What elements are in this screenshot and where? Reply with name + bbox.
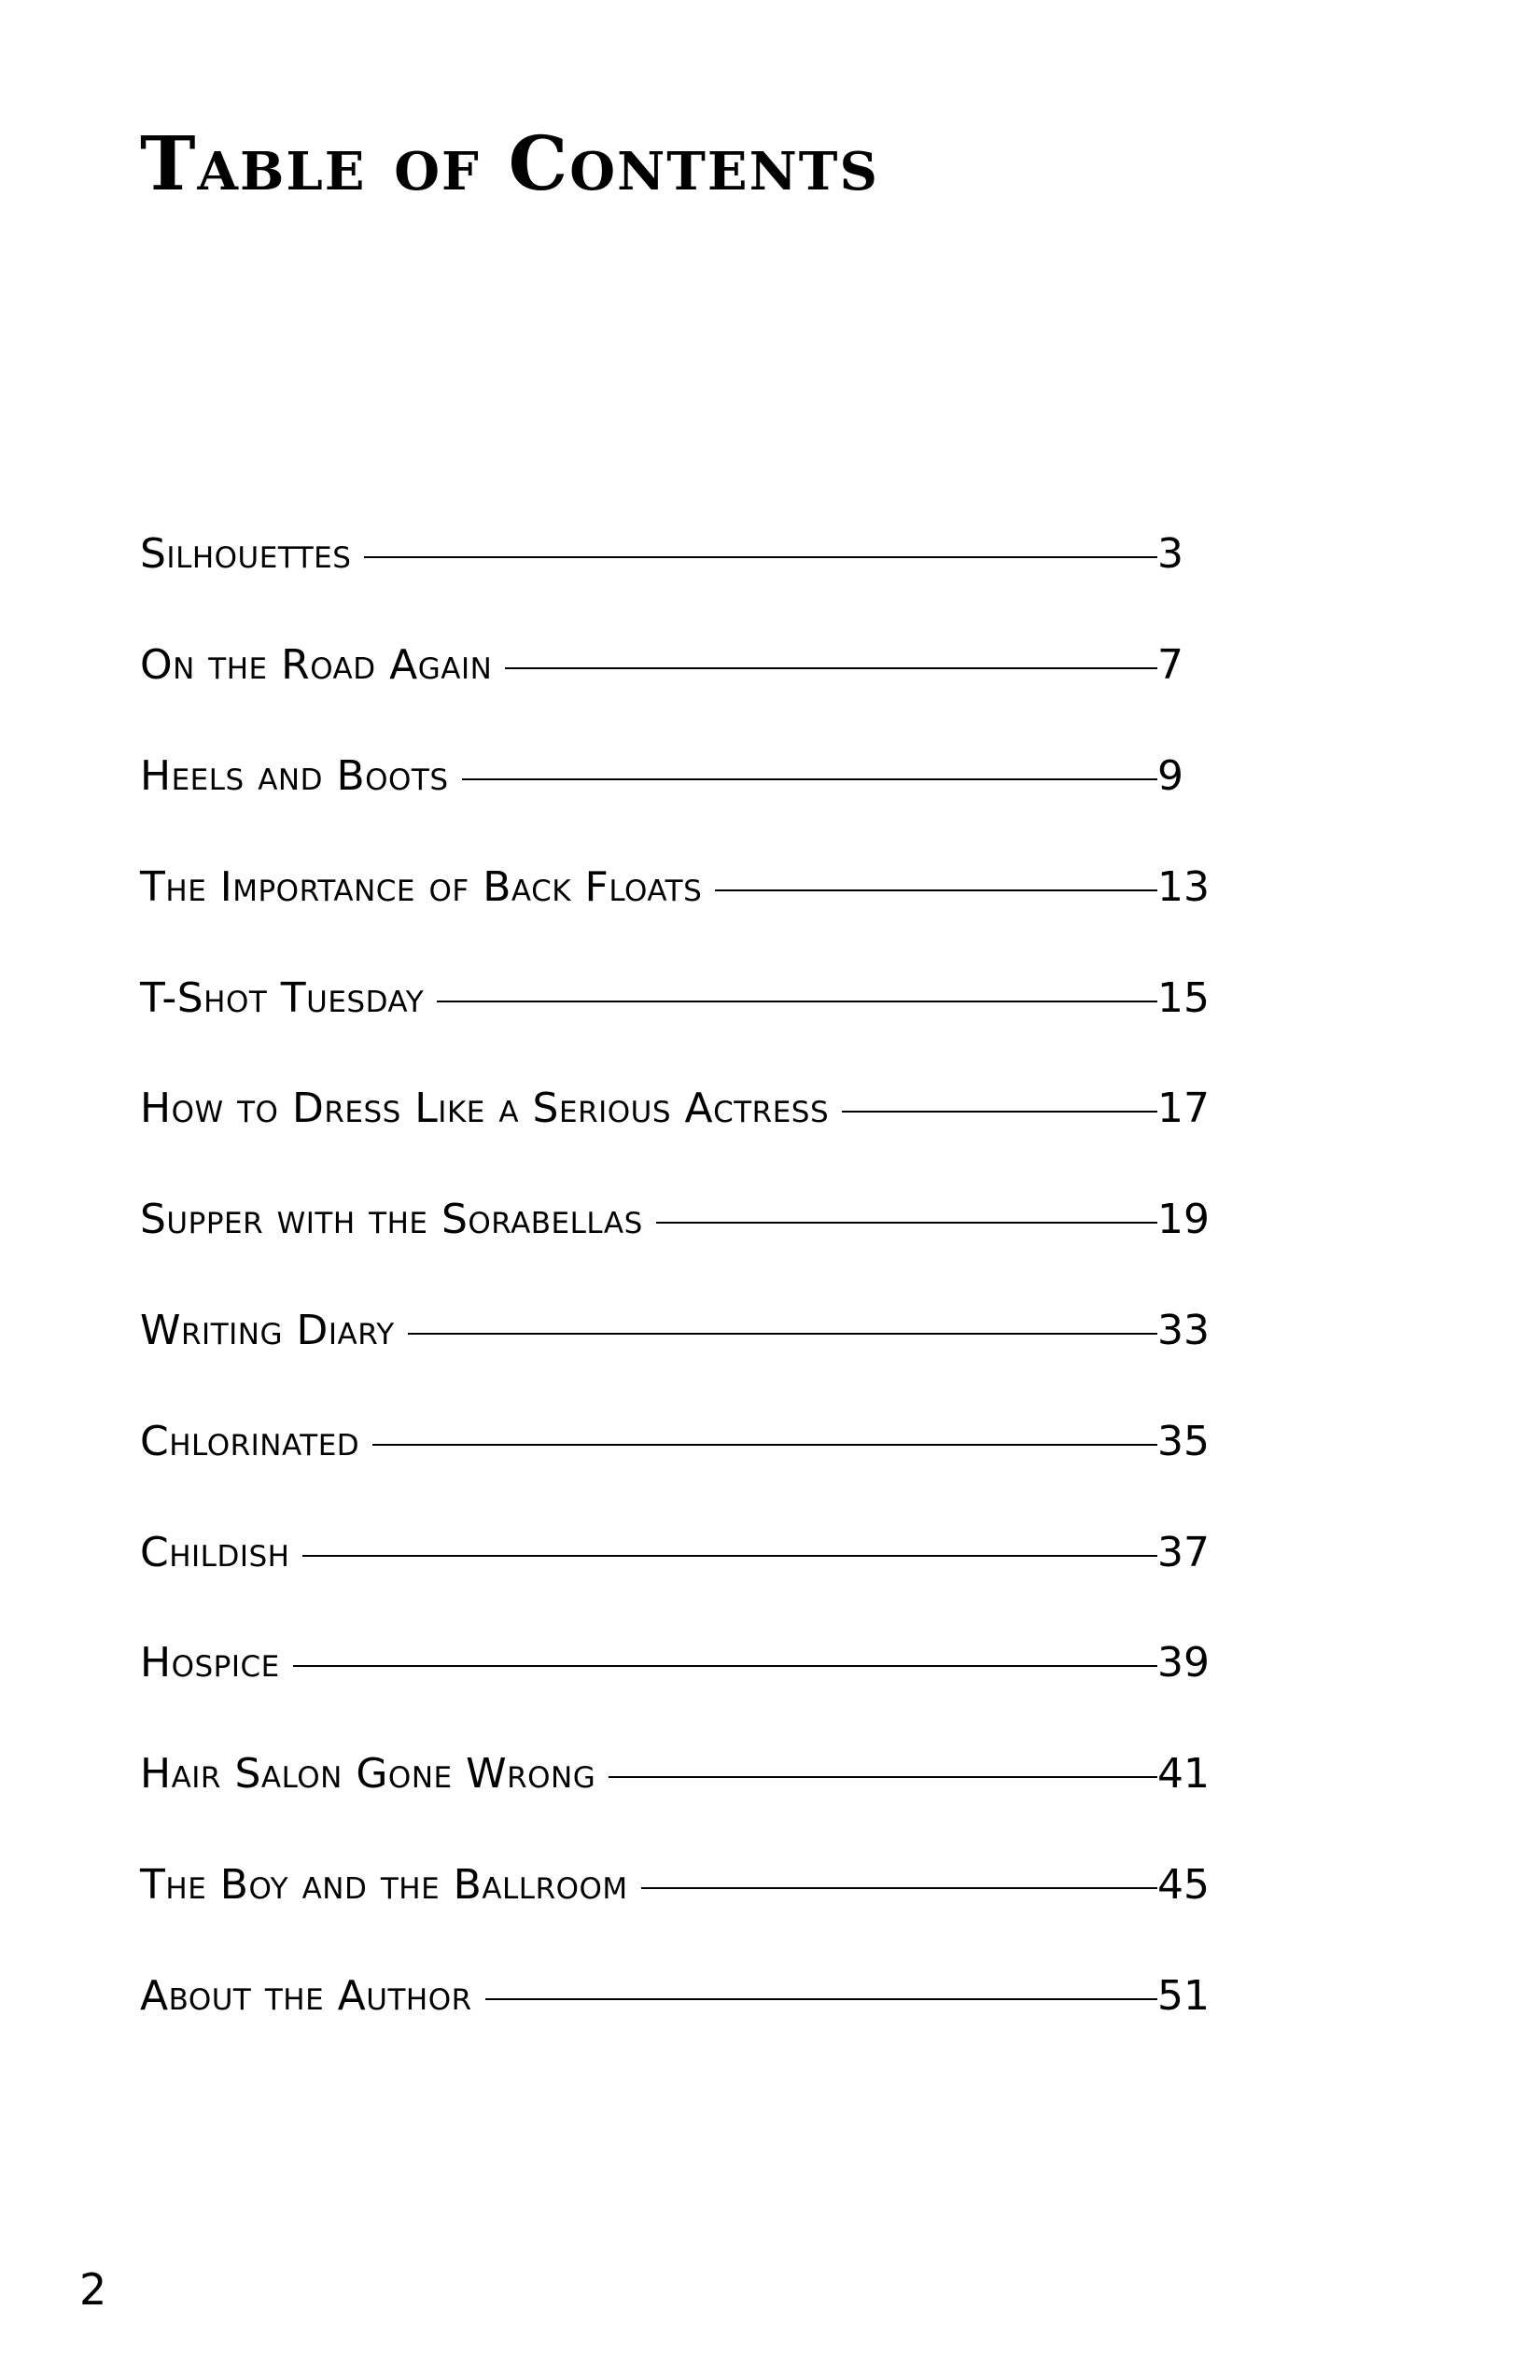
toc-entry-page: 3 (1157, 530, 1183, 579)
toc-entry-supper-with-the-sorabellas[interactable] (140, 1165, 1223, 1276)
toc-entry-page: 51 (1157, 1971, 1210, 2020)
toc-entry-page: 37 (1157, 1528, 1210, 1576)
toc-leader-line (293, 1665, 1157, 1667)
toc-entry-heels-and-boots[interactable] (140, 721, 1223, 833)
toc-entry-writing-diary[interactable] (140, 1276, 1223, 1387)
toc-leader-line (364, 556, 1157, 558)
toc-entry-page: 45 (1157, 1860, 1210, 1909)
toc-entry-page: 13 (1157, 862, 1210, 911)
page-number: 2 (79, 2264, 107, 2315)
page-title: Table of Contents (140, 119, 879, 207)
toc-entry-page: 9 (1157, 751, 1183, 800)
toc-entry-page: 19 (1157, 1196, 1210, 1244)
toc-leader-line (485, 1998, 1157, 2000)
toc-entry-t-shot-tuesday[interactable] (140, 943, 1223, 1054)
toc-leader-line (372, 1444, 1157, 1446)
toc-entry-title: About the Author (140, 1971, 472, 2020)
toc-entry-silhouettes[interactable] (140, 499, 1223, 610)
toc-leader-line (715, 889, 1157, 891)
toc-leader-line (641, 1887, 1157, 1889)
toc-entry-title: The Boy and the Ballroom (140, 1860, 628, 1909)
toc-entry-title: Hair Salon Gone Wrong (140, 1750, 596, 1799)
toc-leader-line (302, 1555, 1157, 1557)
toc-entry-chlorinated[interactable] (140, 1386, 1223, 1497)
toc-entry-title: Childish (140, 1528, 290, 1576)
toc-entry-childish[interactable] (140, 1497, 1223, 1608)
toc-entry-title: Silhouettes (140, 530, 352, 579)
toc-entry-title: Writing Diary (140, 1306, 395, 1354)
toc-entry-importance-of-back-floats[interactable] (140, 832, 1223, 943)
toc-leader-line (656, 1222, 1157, 1224)
toc-entry-title: On the Road Again (140, 641, 493, 690)
toc-entry-page: 17 (1157, 1085, 1210, 1133)
toc-entry-title: Hospice (140, 1639, 280, 1687)
toc-entry-serious-actress[interactable] (140, 1054, 1223, 1165)
toc-entry-page: 33 (1157, 1306, 1210, 1354)
toc-entry-title: The Importance of Back Floats (140, 862, 703, 911)
toc-entry-page: 41 (1157, 1750, 1210, 1799)
toc-entry-title: Heels and Boots (140, 751, 449, 800)
toc-entry-page: 35 (1157, 1417, 1210, 1465)
toc-leader-line (408, 1333, 1157, 1335)
toc-entry-hospice[interactable] (140, 1608, 1223, 1719)
toc-entry-page: 15 (1157, 973, 1210, 1022)
toc-entry-on-the-road-again[interactable] (140, 610, 1223, 721)
toc-entry-about-the-author[interactable] (140, 1940, 1223, 2051)
toc-entry-title: T-Shot Tuesday (140, 973, 425, 1022)
toc-leader-line (462, 778, 1157, 780)
toc-entry-title: Supper with the Sorabellas (140, 1196, 643, 1244)
toc-entry-title: How to Dress Like a Serious Actress (140, 1085, 830, 1133)
toc-entry-hair-salon-gone-wrong[interactable] (140, 1719, 1223, 1830)
toc-entry-page: 39 (1157, 1639, 1210, 1687)
toc-leader-line (842, 1111, 1157, 1113)
toc-entry-page: 7 (1157, 641, 1183, 690)
toc-entry-title: Chlorinated (140, 1417, 360, 1465)
toc-leader-line (437, 1001, 1157, 1002)
toc-leader-line (505, 667, 1157, 669)
table-of-contents (140, 499, 1223, 2051)
toc-entry-boy-and-the-ballroom[interactable] (140, 1830, 1223, 1941)
toc-leader-line (609, 1776, 1157, 1778)
